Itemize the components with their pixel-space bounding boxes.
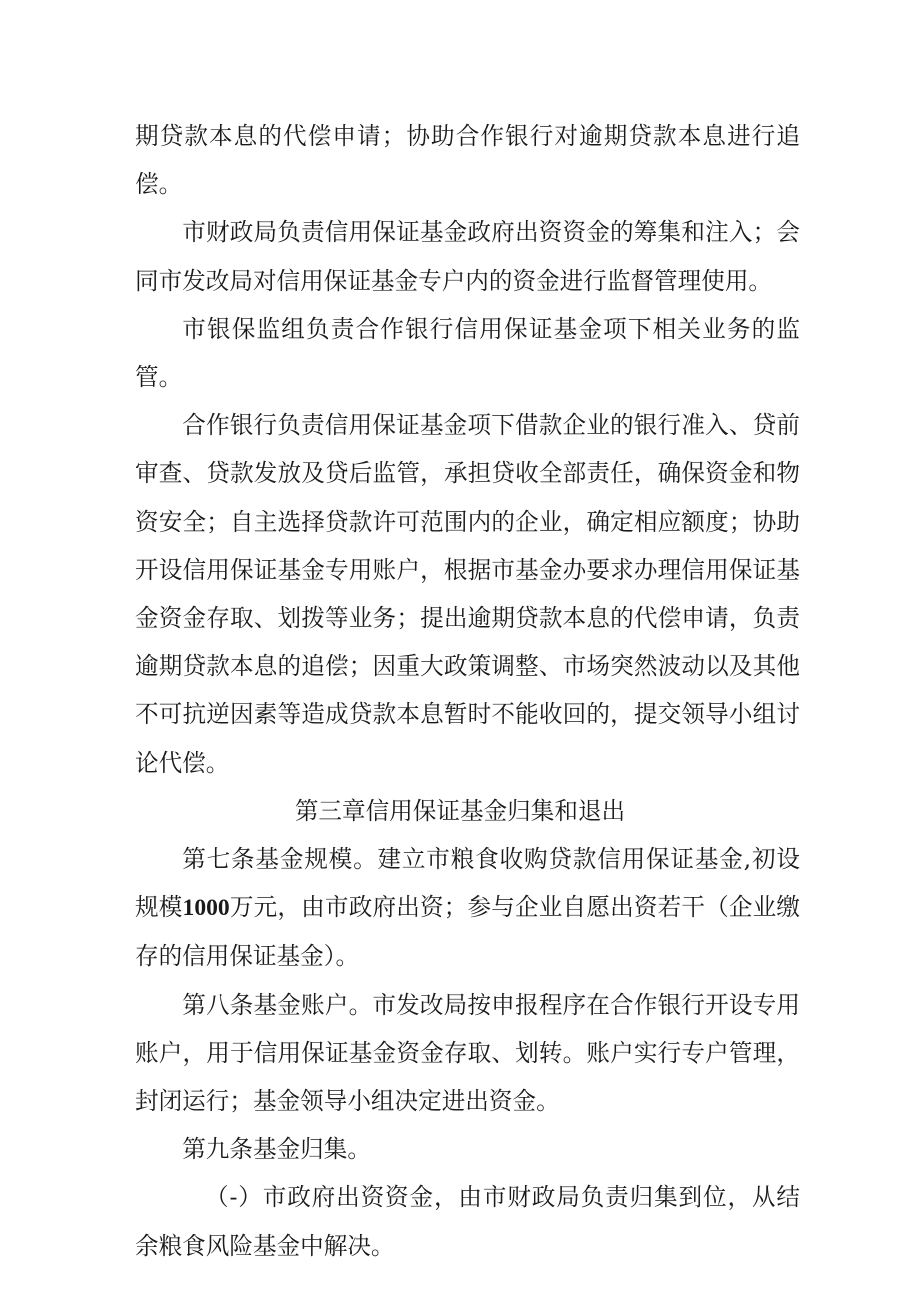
chapter-heading: 第三章信用保证基金归集和退出 xyxy=(294,796,626,825)
paragraph-finance-bureau: 市财政局负责信用保证基金政府出资资金的筹集和注入；会同市发改局对信用保证基金专户内的资金进行监督管理使用。 xyxy=(135,218,800,295)
paragraph-banking-regulator: 市银保监组负责合作银行信用保证基金项下相关业务的监管。 xyxy=(135,314,800,392)
paragraph-partner-bank: 合作银行负责信用保证基金项下借款企业的银行准入、贷前审查、贷款发放及贷后监管，承担贷收全部责任，确保资金和物资安全；自主选择贷款许可范围内的企业，确定相应额度；协助开设信用保证基金专用账户，根据市基金办要求办理信用保证基金资金存取、划拨等业务；提出逾期贷款本息的代偿申请，负责逾期贷款本息的追偿；因重大政策调整、市场突然波动以及其他不可抗逆因素等造成贷款本息暂时不能收回的，提交领导小组讨论代偿。 xyxy=(135,411,800,777)
document-body xyxy=(135,112,800,1270)
article-9-fund-collection: 第九条基金归集。 xyxy=(182,1135,371,1164)
article-7-text-b: 万元，由市政府出资；参与企业自愿出资若干（企业缴存的信用保证基金）。 xyxy=(135,893,801,971)
article-9-item-1: （-）市政府出资资金，由市财政局负责归集到位，从结余粮食风险基金中解决。 xyxy=(135,1183,800,1260)
article-7-fund-size xyxy=(135,835,800,981)
article-8-fund-account: 第八条基金账户。市发改局按申报程序在合作银行开设专用账户，用于信用保证基金资金存取、划转。账户实行专户管理，封闭运行；基金领导小组决定进出资金。 xyxy=(135,990,800,1116)
article-7-text-a: 第七条基金规模。建立市粮食收购贷款信用保证基金,初设规模 xyxy=(135,845,800,922)
fund-amount: 1000 xyxy=(182,895,230,922)
paragraph-continuation: 期贷款本息的代偿申请；协助合作银行对逾期贷款本息进行追偿。 xyxy=(135,122,800,199)
